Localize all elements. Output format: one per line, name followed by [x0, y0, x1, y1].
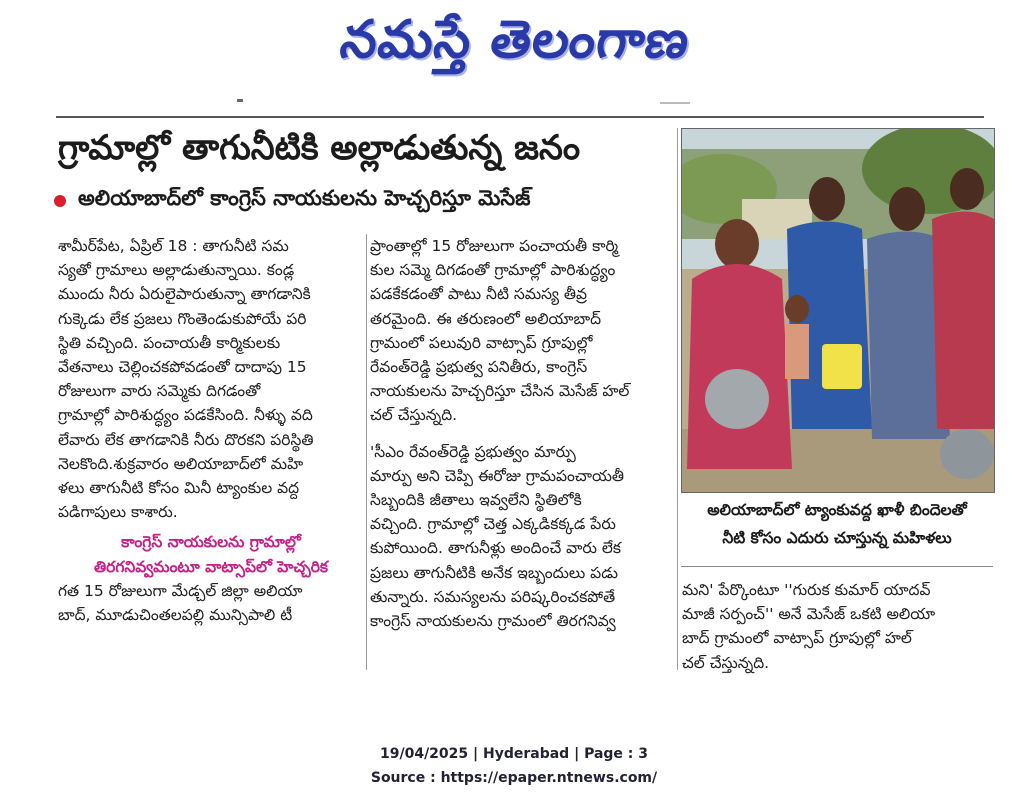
- text-line: బాద్ గ్రామంలో వాట్సాప్ గ్రూపుల్లో హల్: [682, 629, 912, 648]
- text-line: కుల సమ్మె దిగడంతో గ్రామాల్లో పారిశుద్ధ్యం: [370, 261, 616, 280]
- footer-dateline: 19/04/2025 | Hyderabad | Page : 3: [379, 746, 649, 762]
- divider: [56, 116, 984, 118]
- text-line: వేతనాలు చెల్లించకపోవడంతో దాదాపు 15: [58, 358, 307, 377]
- text-line: స్థితి వచ్చింది. పంచాయతీ కార్మికులకు: [58, 333, 281, 352]
- bullet-icon: [54, 195, 66, 207]
- text-line: నెలకొంది.శుక్రవారం అలియాబాద్‌లో మహి: [58, 454, 304, 473]
- text-line: తరమైంది. ఈ తరుణంలో అలియాబాద్: [370, 309, 602, 328]
- text-line: ముందు నీరు ఏరులైపారుతున్నా తాగడానికి: [58, 285, 311, 304]
- article-column-3: [682, 578, 992, 675]
- article-photo: [681, 128, 995, 493]
- text-line: శామీర్‌పేట, ఏప్రిల్ 18 : తాగునీటి సమ: [58, 237, 289, 255]
- text-line: వచ్చింది. గ్రామాల్లో చెత్త ఎక్కడికక్కడ పేరు: [370, 515, 616, 534]
- text-line: ళలు తాగునీటి కోసం మినీ ట్యాంకుల వద్ద: [58, 479, 300, 498]
- caption-line: అలియాబాద్‌లో ట్యాంకువద్ద ఖాళీ బిందెలతో: [707, 501, 967, 519]
- text-line: పడిగాపులు కాశారు.: [58, 503, 178, 522]
- text-line: సిబ్బందికి జీతాలు ఇవ్వలేని స్థితిలోకి: [370, 491, 582, 510]
- text-line: నాయకులను హెచ్చరిస్తూ చేసిన మెసేజ్ హల్: [370, 382, 630, 401]
- pink-subheading: తిరగనివ్వమంటూ వాట్సాప్‌లో హెచ్చరిక: [94, 557, 328, 576]
- paragraph-gap: [370, 428, 676, 440]
- column-divider: [677, 128, 678, 670]
- photo-illustration: [682, 129, 994, 492]
- article-column-1: [58, 234, 364, 627]
- text-line: మని' పేర్కొంటూ ''గురుక కుమార్ యాదవ్: [682, 581, 931, 599]
- text-line: ప్రాంతాల్లో 15 రోజులుగా పంచాయతీ కార్మి: [370, 237, 619, 255]
- text-line: స్యతో గ్రామాలు అల్లాడుతున్నాయి. కండ్ల: [58, 261, 295, 280]
- text-line: గుక్కెడు లేక ప్రజలు గొంతెండుకుపోయే పరి: [58, 309, 307, 328]
- divider: [237, 99, 243, 102]
- caption-line: నీటి కోసం ఎదురు చూస్తున్న మహిళలు: [722, 529, 952, 547]
- text-line: గత 15 రోజులుగా మేడ్చల్ జిల్లా అలియా: [58, 581, 303, 600]
- text-line: మార్పు అని చెప్పి ఈరోజు గ్రామపంచాయతీ: [370, 466, 625, 485]
- text-line: గ్రామంలో పలువురి వాట్సాప్ గ్రూపుల్లో: [370, 333, 593, 352]
- text-line: చల్ చేస్తున్నది.: [370, 406, 458, 425]
- text-line: ప్రజలు తాగునీటికి అనేక ఇబ్బందులు పడు: [370, 563, 619, 582]
- article-subheadline: [54, 186, 674, 216]
- text-line: 'సీఎం రేవంత్‌రెడ్డి ప్రభుత్వం మార్పు: [370, 442, 576, 461]
- masthead: [0, 0, 1028, 92]
- column-divider: [366, 234, 367, 670]
- text-line: పడకేకడంతో పాటు నీటి సమస్య తీవ్ర: [370, 285, 587, 304]
- text-line: చల్ చేస్తున్నది.: [682, 653, 770, 672]
- text-line: కుపోయింది. తాగునీళ్లు అందించే వారు లేక: [370, 539, 621, 558]
- footer-source: Source : https://epaper.ntnews.com/: [370, 770, 658, 786]
- pink-subheading: కాంగ్రెస్ నాయకులను గ్రామాల్లో: [121, 533, 301, 552]
- text-line: గ్రామాల్లో పారిశుద్ధ్యం పడకేసింది. నీళ్ళు వది: [58, 406, 313, 425]
- article-headline: గ్రామాల్లో తాగునీటికి అల్లాడుతున్న జనం: [58, 128, 581, 168]
- text-line: బాద్, మూడుచింతలపల్లి మున్సిపాలి టీ: [58, 606, 293, 625]
- article-column-2: [370, 234, 676, 633]
- text-line: తున్నారు. సమస్యలను పరిష్కరించకపోతే: [370, 587, 616, 606]
- subheadline-text: అలియాబాద్‌లో కాంగ్రెస్ నాయకులను హెచ్చరిస్తూ మెసేజ్: [78, 186, 531, 210]
- text-line: రోజులుగా వారు సమ్మెకు దిగడంతో: [58, 382, 261, 401]
- masthead-title: నమస్తే తెలంగాణ: [336, 9, 694, 70]
- text-line: కాంగ్రెస్ నాయకులను గ్రామంలో తిరగనివ్వ: [370, 612, 616, 631]
- divider: [681, 566, 993, 567]
- text-line: లేవారు లేక తాగడానికి నీరు దొరకని పరిస్థితి: [58, 430, 314, 449]
- photo-caption: [681, 496, 993, 552]
- text-line: రేవంత్‌రెడ్డి ప్రభుత్వ పనితీరు, కాంగ్రెస్: [370, 358, 588, 377]
- divider: [660, 102, 690, 104]
- text-line: మాజీ సర్పంచ్'' అనే మెసేజ్ ఒకటి అలియా: [682, 605, 936, 624]
